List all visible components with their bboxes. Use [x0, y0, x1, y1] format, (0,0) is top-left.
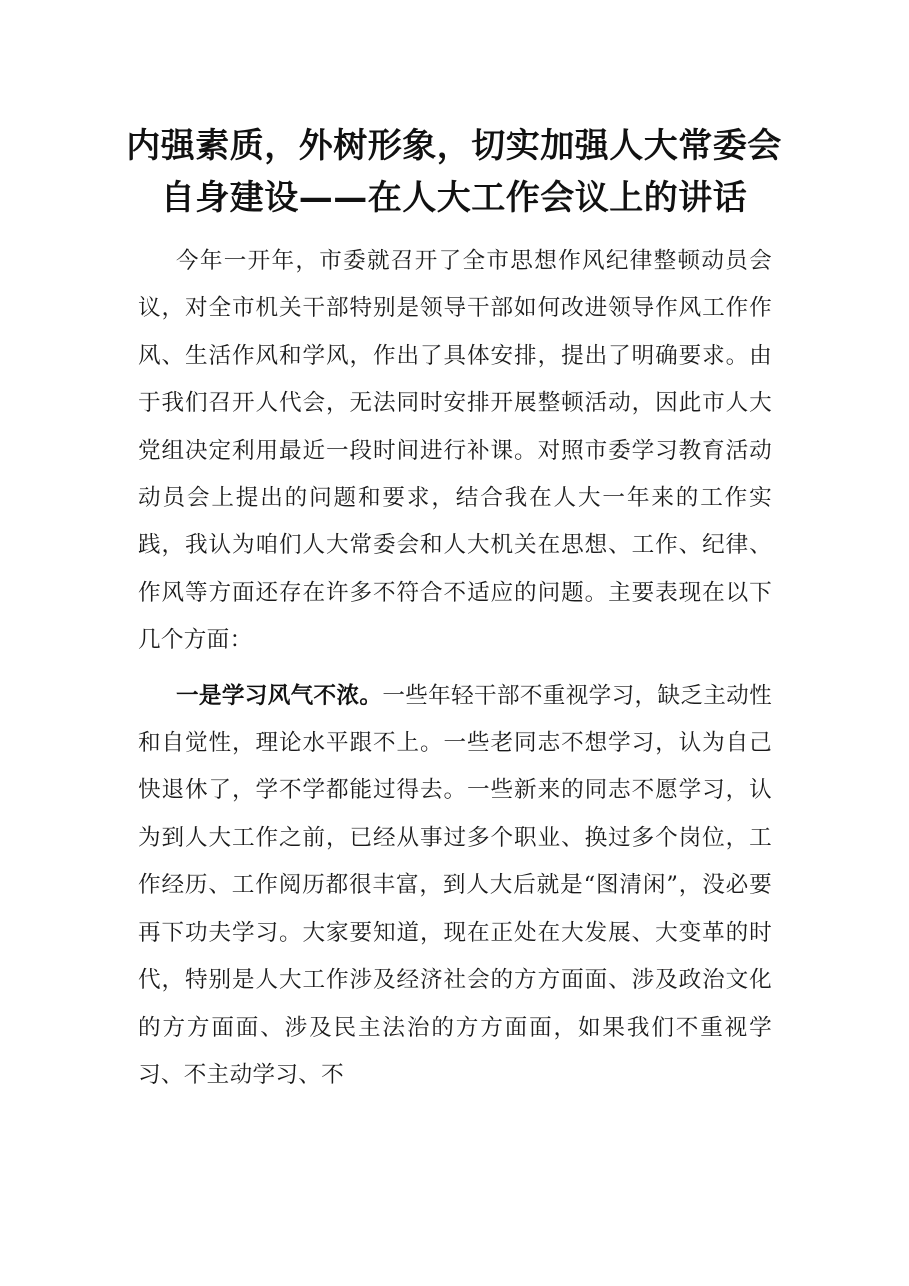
- paragraph-study-atmosphere: [138, 673, 772, 1100]
- paragraph-intro: [138, 238, 772, 665]
- document-body: [138, 238, 772, 1099]
- paragraph-lead-heading: 一是学习风气不浓。: [176, 682, 383, 709]
- paragraph-text: 今年一开年，市委就召开了全市思想作风纪律整顿动员会议，对全市机关干部特别是领导干部如何改进领导作风工作作风、生活作风和学风，作出了具体安排，提出了明确要求。由于我们召开人代会，无法同时安排开展整顿活动，因此市人大党组决定利用最近一段时间进行补课。对照市委学习教育活动动员会上提出的问题和要求，结合我在人大一年来的工作实践，我认为咱们人大常委会和人大机关在思想、工作、纪律、作风等方面还存在许多不符合不适应的问题。主要表现在以下几个方面：: [138, 248, 772, 654]
- paragraph-text: 一些年轻干部不重视学习，缺乏主动性和自觉性，理论水平跟不上。一些老同志不想学习，认为自己快退休了，学不学都能过得去。一些新来的同志不愿学习，认为到人大工作之前，已经从事过多个职业、换过多个岗位，工作经历、工作阅历都很丰富，到人大后就是“图清闲”，没必要再下功夫学习。大家要知道，现在正处在大发展、大变革的时代，特别是人大工作涉及经济社会的方方面面、涉及政治文化的方方面面、涉及民主法治的方方面面，如果我们不重视学习、不主动学习、不: [138, 682, 773, 1088]
- document-title: 内强素质，外树形象，切实加强人大常委会自身建设——在人大工作会议上的讲话: [126, 126, 782, 218]
